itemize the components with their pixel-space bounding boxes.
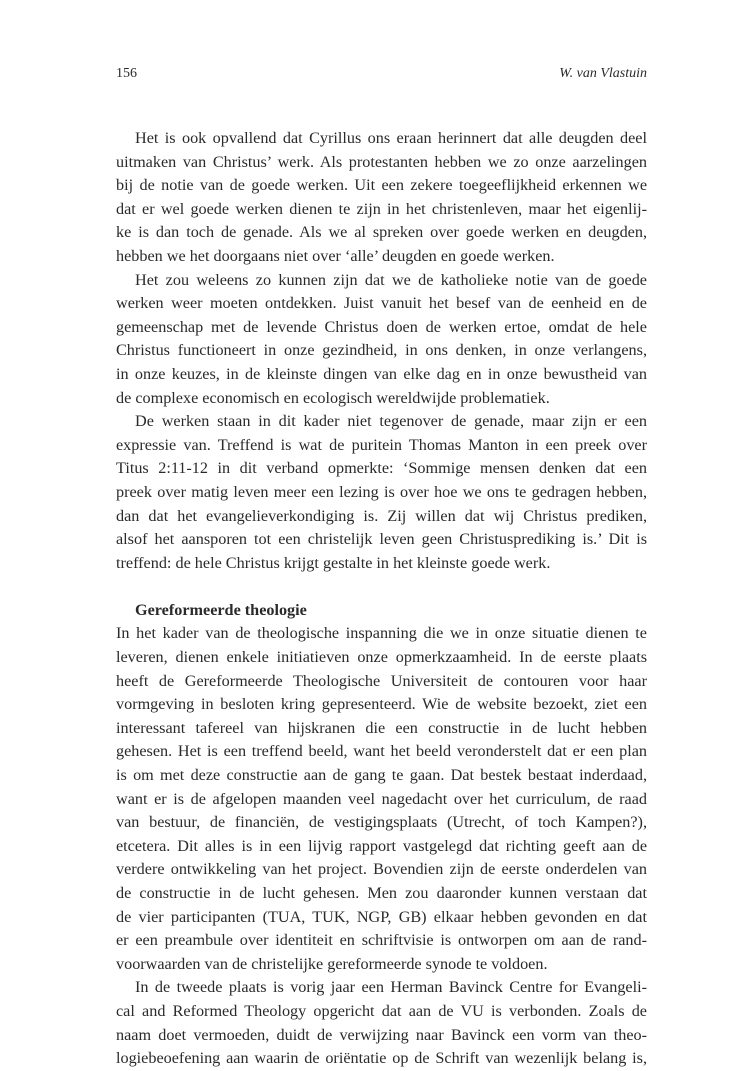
text-line: Titus 2:11-12 in dit verband opmerkte: ‘Sommige mensen denken dat een: [116, 459, 647, 478]
text-line: gemeenschap met de levende Christus doen de werken ertoe, omdat de hele: [116, 317, 647, 336]
page-number: 156: [116, 66, 137, 81]
paragraph: [116, 127, 647, 269]
text-line: ke is dan toch de genade. Als we al spreken over goede werken en deugden,: [116, 223, 647, 242]
running-head-author: W. van Vlastuin: [559, 66, 647, 81]
text-line: leveren, dienen enkele initiatieven onze opmerkzaamheid. In de eerste plaats: [116, 648, 647, 667]
paragraph: [116, 622, 647, 976]
text-line: naam doet vermoeden, duidt de verwijzing naar Bavinck een vorm van theo-: [116, 1025, 647, 1044]
text-line: treffend: de hele Christus krijgt gestalte in het kleinste goede werk.: [116, 553, 551, 572]
text-line: Het zou weleens zo kunnen zijn dat we de katholieke notie van de goede: [135, 270, 647, 289]
text-line: logiebeoefening aan waarin de oriëntatie op de Schrift van wezenlijk belang is,: [116, 1049, 647, 1068]
text-line: In de tweede plaats is vorig jaar een Herman Bavinck Centre for Evangeli-: [135, 978, 647, 997]
text-line: van bestuur, de financiën, de vestigingsplaats (Utrecht, of toch Kampen?),: [116, 813, 647, 832]
text-line: de constructie in de lucht gehesen. Men zou daaronder kunnen verstaan dat: [116, 884, 647, 902]
text-line: expressie van. Treffend is wat de puritein Thomas Manton in een preek over: [116, 435, 647, 454]
text-line: is om met deze constructie aan de gang te gaan. Dat bestek bestaat inderdaad,: [116, 766, 647, 785]
text-line: want er is de afgelopen maanden veel nagedacht over het curriculum, de raad: [116, 789, 647, 808]
text-line: verdere ontwikkeling van het project. Bovendien zijn de eerste onderdelen van: [116, 860, 647, 879]
text-line: cal and Reformed Theology opgericht dat aan de VU is verbonden. Zoals de: [116, 1001, 647, 1020]
section-heading: Gereformeerde theologie: [135, 600, 307, 619]
text-line: voorwaarden van de christelijke gereformeerde synode te voldoen.: [116, 954, 548, 973]
text-line: Het is ook opvallend dat Cyrillus ons eraan herinnert dat alle deugden deel: [135, 129, 647, 147]
paragraph: [116, 269, 647, 411]
text-line: uitmaken van Christus’ werk. Als protestanten hebben we zo onze aarzelingen: [116, 152, 647, 171]
text-line: bij de notie van de goede werken. Uit een zekere toegeeflijkheid erkennen we: [116, 176, 647, 195]
section-gap: [116, 575, 647, 599]
text-line: interessant tafereel van hijskranen die een constructie in de lucht hebben: [116, 718, 647, 737]
text-line: In het kader van de theologische inspanning die we in onze situatie dienen te: [116, 624, 647, 643]
text-line: dat er wel goede werken dienen te zijn in het christenleven, maar het eigenlij-: [116, 199, 647, 218]
text-line: hebben we het doorgaans niet over ‘alle’ deugden en goede werken.: [116, 246, 555, 265]
text-line: vormgeving in besloten kring gepresenteerd. Wie de website bezoekt, ziet een: [116, 695, 647, 714]
paragraph: [116, 410, 647, 575]
text-line: Christus functioneert in onze gezindheid, in ons denken, in onze verlangens,: [116, 341, 647, 360]
text-line: preek over matig leven meer een lezing is over hoe we ons te gedragen hebben,: [116, 482, 647, 501]
text-line: gehesen. Het is een treffend beeld, want het beeld veronderstelt dat er een plan: [116, 742, 647, 761]
text-line: de complexe economisch en ecologisch wereldwijde problematiek.: [116, 388, 550, 407]
text-line: alsof het aansporen tot een christelijk leven geen Christusprediking is.’ Dit is: [116, 530, 647, 549]
text-line: dan dat het evangelieverkondiging is. Zij willen dat wij Christus prediken,: [116, 506, 647, 525]
running-head: [116, 64, 647, 84]
text-line: heeft de Gereformeerde Theologische Universiteit de contouren voor haar: [116, 671, 647, 690]
text-line: er een preambule over identiteit en schriftvisie is ontworpen om aan de rand-: [116, 931, 647, 950]
text-line: De werken staan in dit kader niet tegenover de genade, maar zijn er een: [135, 412, 647, 431]
paragraph: [116, 976, 647, 1070]
body-text: [116, 127, 647, 1071]
text-line: in onze keuzes, in de kleinste dingen van elke dag en in onze bewustheid van: [116, 364, 647, 383]
text-line: de vier participanten (TUA, TUK, NGP, GB) elkaar hebben gevonden en dat: [116, 907, 647, 926]
text-line: werken weer moeten ontdekken. Juist vanuit het besef van de eenheid en de: [116, 294, 647, 313]
text-line: etcetera. Dit alles is in een lijvig rapport vastgelegd dat richting geeft aan de: [116, 836, 647, 855]
